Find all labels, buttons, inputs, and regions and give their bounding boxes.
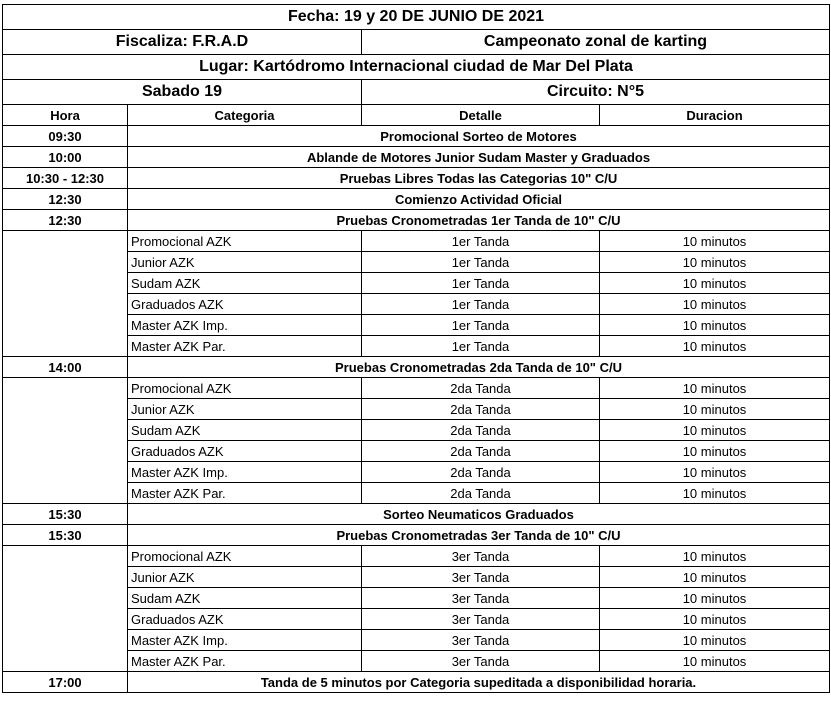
detail-cell: 2da Tanda bbox=[362, 483, 600, 504]
duration-cell: 10 minutos bbox=[600, 420, 830, 441]
blank-time-cell bbox=[3, 231, 128, 357]
event-row bbox=[3, 504, 830, 525]
duration-cell: 10 minutos bbox=[600, 567, 830, 588]
event-row bbox=[3, 525, 830, 546]
duration-cell: 10 minutos bbox=[600, 630, 830, 651]
category-row bbox=[3, 231, 830, 252]
category-row bbox=[3, 651, 830, 672]
fiscaliza-label: Fiscaliza: F.R.A.D bbox=[3, 30, 362, 55]
event-description: Comienzo Actividad Oficial bbox=[128, 189, 830, 210]
detail-cell: 1er Tanda bbox=[362, 336, 600, 357]
category-cell: Sudam AZK bbox=[128, 588, 362, 609]
event-time: 15:30 bbox=[3, 504, 128, 525]
event-time: 17:00 bbox=[3, 672, 128, 693]
duration-cell: 10 minutos bbox=[600, 273, 830, 294]
detail-cell: 2da Tanda bbox=[362, 378, 600, 399]
event-row bbox=[3, 189, 830, 210]
category-cell: Graduados AZK bbox=[128, 294, 362, 315]
category-row bbox=[3, 294, 830, 315]
duration-cell: 10 minutos bbox=[600, 462, 830, 483]
detail-cell: 3er Tanda bbox=[362, 651, 600, 672]
detail-cell: 3er Tanda bbox=[362, 588, 600, 609]
category-cell: Master AZK Imp. bbox=[128, 630, 362, 651]
column-header-categoria: Categoria bbox=[128, 105, 362, 126]
detail-cell: 3er Tanda bbox=[362, 609, 600, 630]
category-row bbox=[3, 483, 830, 504]
category-row bbox=[3, 567, 830, 588]
date-title: Fecha: 19 y 20 DE JUNIO DE 2021 bbox=[3, 5, 830, 30]
detail-cell: 2da Tanda bbox=[362, 462, 600, 483]
duration-cell: 10 minutos bbox=[600, 651, 830, 672]
duration-cell: 10 minutos bbox=[600, 252, 830, 273]
event-time: 15:30 bbox=[3, 525, 128, 546]
category-row bbox=[3, 336, 830, 357]
event-time: 09:30 bbox=[3, 126, 128, 147]
detail-cell: 1er Tanda bbox=[362, 273, 600, 294]
event-description: Promocional Sorteo de Motores bbox=[128, 126, 830, 147]
event-row bbox=[3, 357, 830, 378]
category-row bbox=[3, 378, 830, 399]
blank-time-cell bbox=[3, 546, 128, 672]
day-label: Sabado 19 bbox=[3, 80, 362, 105]
category-cell: Master AZK Par. bbox=[128, 483, 362, 504]
event-row bbox=[3, 672, 830, 693]
event-row bbox=[3, 210, 830, 231]
event-description: Sorteo Neumaticos Graduados bbox=[128, 504, 830, 525]
event-time: 10:00 bbox=[3, 147, 128, 168]
duration-cell: 10 minutos bbox=[600, 294, 830, 315]
detail-cell: 2da Tanda bbox=[362, 399, 600, 420]
column-header-duracion: Duracion bbox=[600, 105, 830, 126]
duration-cell: 10 minutos bbox=[600, 231, 830, 252]
category-row bbox=[3, 315, 830, 336]
category-row bbox=[3, 588, 830, 609]
venue-label: Lugar: Kartódromo Internacional ciudad de Mar Del Plata bbox=[3, 55, 830, 80]
detail-cell: 3er Tanda bbox=[362, 567, 600, 588]
category-cell: Master AZK Par. bbox=[128, 336, 362, 357]
event-description: Pruebas Libres Todas las Categorias 10" C/U bbox=[128, 168, 830, 189]
duration-cell: 10 minutos bbox=[600, 336, 830, 357]
category-cell: Promocional AZK bbox=[128, 378, 362, 399]
detail-cell: 1er Tanda bbox=[362, 231, 600, 252]
category-cell: Promocional AZK bbox=[128, 546, 362, 567]
category-cell: Promocional AZK bbox=[128, 231, 362, 252]
category-cell: Graduados AZK bbox=[128, 441, 362, 462]
event-description: Pruebas Cronometradas 3er Tanda de 10" C/U bbox=[128, 525, 830, 546]
detail-cell: 1er Tanda bbox=[362, 294, 600, 315]
event-row bbox=[3, 168, 830, 189]
category-cell: Graduados AZK bbox=[128, 609, 362, 630]
event-description: Pruebas Cronometradas 1er Tanda de 10" C/U bbox=[128, 210, 830, 231]
category-cell: Master AZK Imp. bbox=[128, 315, 362, 336]
event-row bbox=[3, 147, 830, 168]
column-header-row bbox=[3, 105, 830, 126]
column-header-detalle: Detalle bbox=[362, 105, 600, 126]
championship-label: Campeonato zonal de karting bbox=[362, 30, 830, 55]
category-row bbox=[3, 273, 830, 294]
category-row bbox=[3, 546, 830, 567]
category-cell: Junior AZK bbox=[128, 399, 362, 420]
category-cell: Master AZK Par. bbox=[128, 651, 362, 672]
category-row bbox=[3, 462, 830, 483]
detail-cell: 1er Tanda bbox=[362, 315, 600, 336]
detail-cell: 2da Tanda bbox=[362, 441, 600, 462]
detail-cell: 3er Tanda bbox=[362, 630, 600, 651]
detail-cell: 3er Tanda bbox=[362, 546, 600, 567]
column-header-hora: Hora bbox=[3, 105, 128, 126]
category-row bbox=[3, 399, 830, 420]
category-row bbox=[3, 420, 830, 441]
blank-time-cell bbox=[3, 378, 128, 504]
event-description: Ablande de Motores Junior Sudam Master y Graduados bbox=[128, 147, 830, 168]
category-row bbox=[3, 252, 830, 273]
duration-cell: 10 minutos bbox=[600, 588, 830, 609]
event-row bbox=[3, 126, 830, 147]
category-cell: Junior AZK bbox=[128, 252, 362, 273]
duration-cell: 10 minutos bbox=[600, 315, 830, 336]
event-time: 14:00 bbox=[3, 357, 128, 378]
duration-cell: 10 minutos bbox=[600, 399, 830, 420]
duration-cell: 10 minutos bbox=[600, 441, 830, 462]
schedule-table bbox=[2, 4, 830, 693]
duration-cell: 10 minutos bbox=[600, 546, 830, 567]
duration-cell: 10 minutos bbox=[600, 483, 830, 504]
event-description: Tanda de 5 minutos por Categoria supeditada a disponibilidad horaria. bbox=[128, 672, 830, 693]
duration-cell: 10 minutos bbox=[600, 378, 830, 399]
category-cell: Sudam AZK bbox=[128, 420, 362, 441]
category-row bbox=[3, 630, 830, 651]
circuit-label: Circuito: N°5 bbox=[362, 80, 830, 105]
category-row bbox=[3, 441, 830, 462]
event-time: 12:30 bbox=[3, 210, 128, 231]
detail-cell: 1er Tanda bbox=[362, 252, 600, 273]
category-cell: Master AZK Imp. bbox=[128, 462, 362, 483]
category-cell: Sudam AZK bbox=[128, 273, 362, 294]
category-cell: Junior AZK bbox=[128, 567, 362, 588]
event-time: 12:30 bbox=[3, 189, 128, 210]
category-row bbox=[3, 609, 830, 630]
event-description: Pruebas Cronometradas 2da Tanda de 10" C/U bbox=[128, 357, 830, 378]
detail-cell: 2da Tanda bbox=[362, 420, 600, 441]
duration-cell: 10 minutos bbox=[600, 609, 830, 630]
event-time: 10:30 - 12:30 bbox=[3, 168, 128, 189]
